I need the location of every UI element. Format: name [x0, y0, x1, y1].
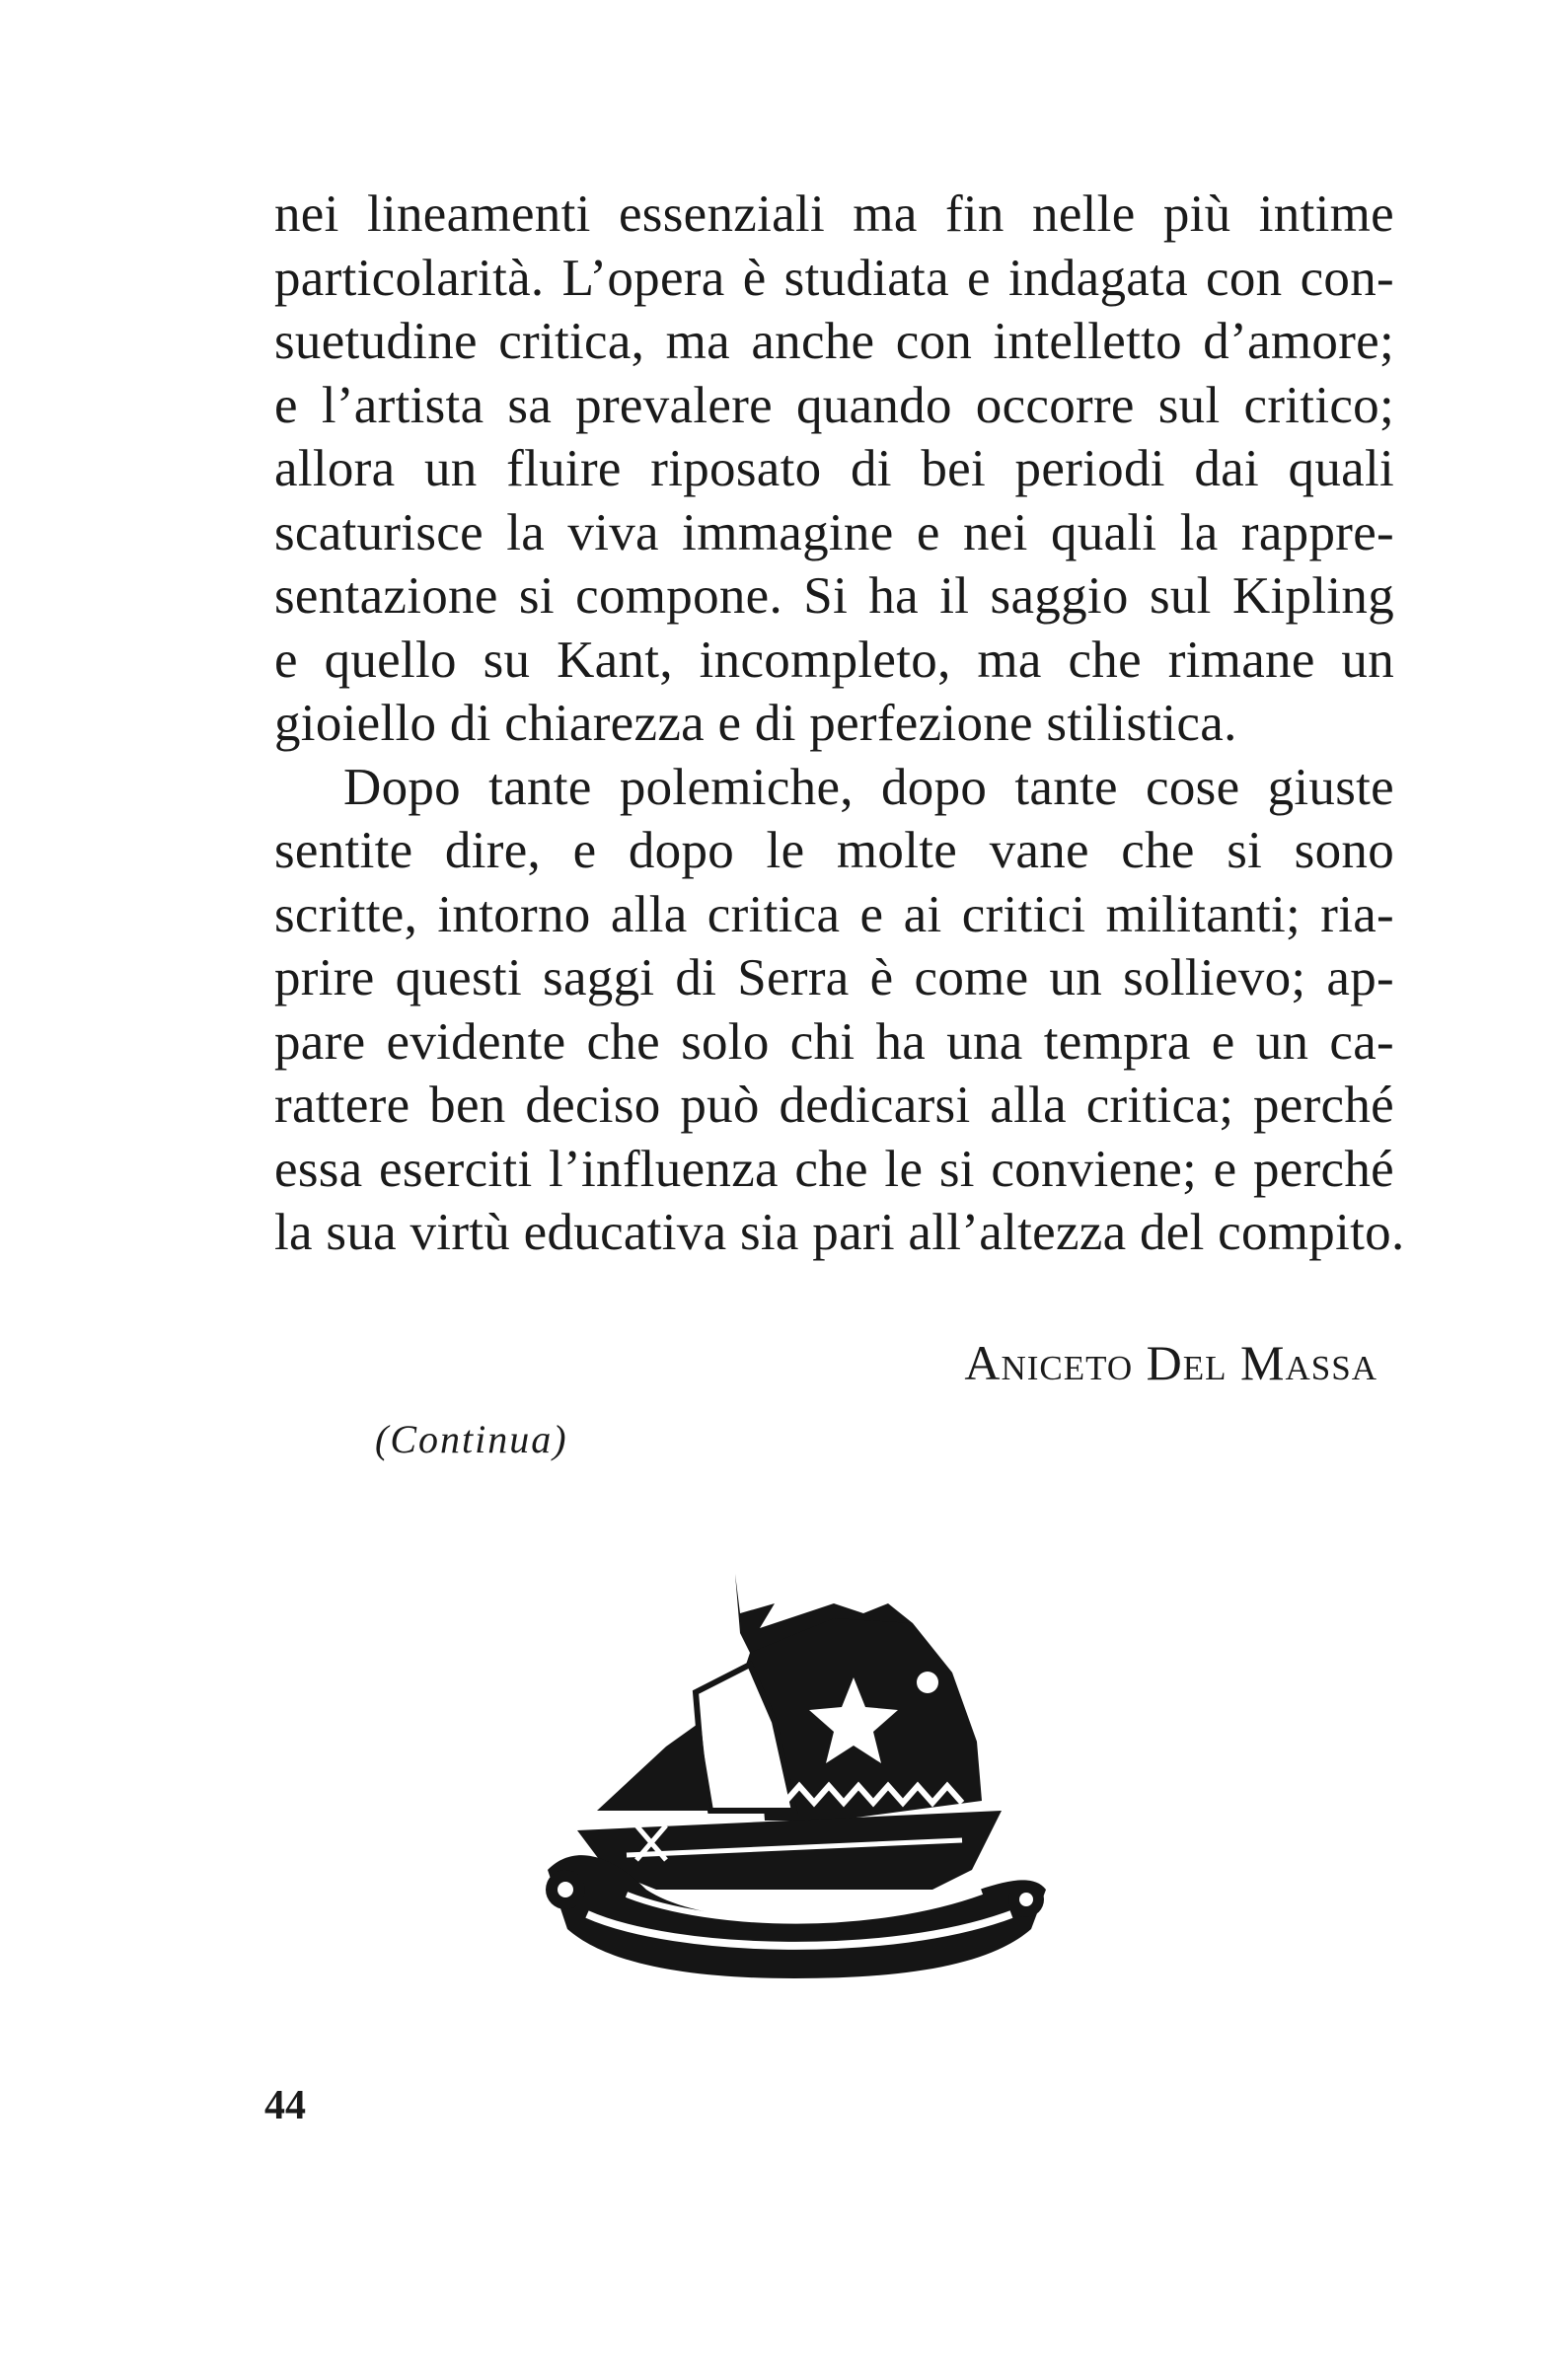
author-signature: Aniceto Del Massa [964, 1335, 1377, 1390]
text-line: sentazione si compone. Si ha il saggio sul Kipling [274, 567, 1394, 625]
sail-circle-mark [917, 1672, 938, 1693]
text-line: pare evidente che solo chi ha una tempra e un ca- [274, 1012, 1394, 1071]
text-line: rattere ben deciso può dedicarsi alla critica; perché [274, 1077, 1394, 1134]
text-line: e quello su Kant, incompleto, ma che rimane un [274, 631, 1394, 689]
text-line: scaturisce la viva immagine e nei quali la rappre- [274, 503, 1394, 561]
page-number: 44 [264, 2083, 306, 2128]
text-line: sentite dire, e dopo le molte vane che si sono [274, 822, 1394, 879]
jib-sail-shape [597, 1722, 710, 1811]
text-line: allora un fluire riposato di bei periodi dai quali [274, 440, 1394, 497]
text-line: prire questi saggi di Serra è come un sollievo; ap- [274, 949, 1394, 1006]
wave-curl-right-inner [1019, 1893, 1033, 1906]
paragraph-1 [274, 183, 1394, 756]
text-line: gioiello di chiarezza e di perfezione stilistica. [274, 695, 1237, 752]
text-line: la sua virtù educativa sia pari all’altezza del compito. [274, 1204, 1405, 1261]
text-line: scritte, intorno alla critica e ai critici militanti; ria- [274, 885, 1394, 943]
text-line: essa eserciti l’influenza che le si conviene; e perché [274, 1140, 1394, 1198]
ship-vignette-icon [538, 1574, 1051, 1988]
body-text [274, 183, 1405, 1265]
continued-note: (Continua) [375, 1417, 568, 1461]
text-line: Dopo tante polemiche, dopo tante cose giuste [343, 758, 1394, 816]
wave-curl-left-inner [558, 1882, 573, 1897]
paragraph-2 [274, 756, 1405, 1265]
text-line: suetudine critica, ma anche con intelletto d’amore; [274, 313, 1394, 370]
text-line: particolarità. L’opera è studiata e indagata con con- [274, 249, 1394, 307]
text-line: nei lineamenti essenziali ma fin nelle più intime [274, 186, 1394, 243]
text-line: e l’artista sa prevalere quando occorre sul critico; [274, 376, 1394, 434]
